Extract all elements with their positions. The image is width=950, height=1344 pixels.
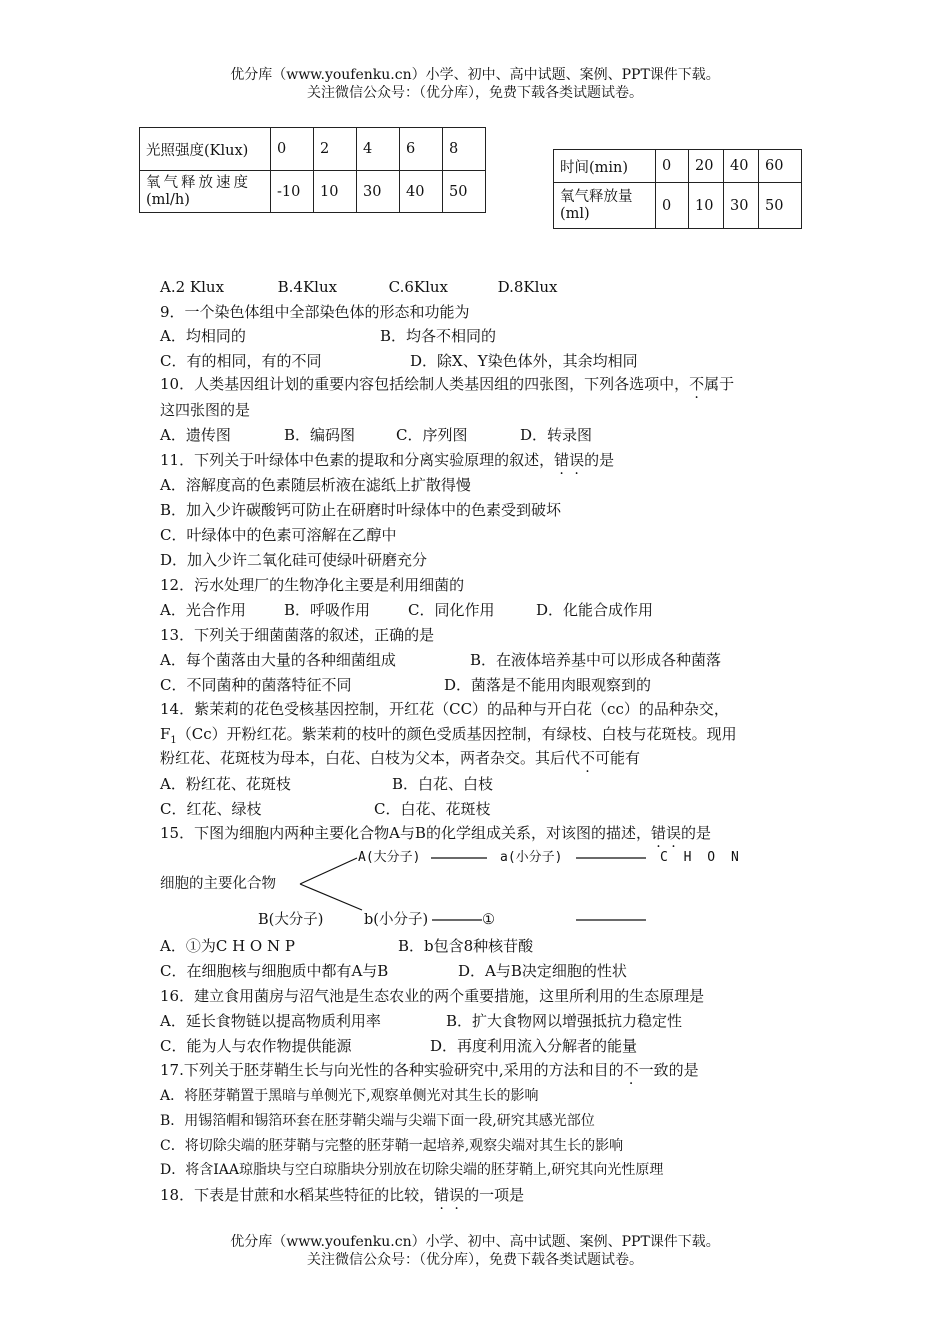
stem-text: F	[160, 725, 171, 743]
option-b: B.4Klux	[277, 278, 338, 296]
table-cell: 10	[689, 183, 724, 229]
row-label-line: 氧气释放速度	[146, 174, 251, 191]
emphasis-mark: 错	[434, 1186, 450, 1204]
stem-text: 10．人类基因组计划的重要内容包括绘制人类基因组的四张图，下列各选项中，	[160, 375, 690, 393]
table-cell: 0	[656, 150, 689, 183]
q11-option-b: B．加入少许碳酸钙可防止在研磨时叶绿体中的色素受到破坏	[160, 501, 562, 519]
option-c: C．有的相同，有的不同	[160, 352, 322, 370]
branch-line-a	[300, 858, 357, 884]
option-c: C．同化作用	[408, 601, 495, 619]
page-footer	[0, 1233, 950, 1269]
q11-option-c: C．叶绿体中的色素可溶解在乙醇中	[160, 526, 397, 544]
stem-text: 17.下列关于胚芽鞘生长与向光性的各种实验研究中,采用的方法和目的	[160, 1061, 624, 1079]
stem-text: 一致的是	[638, 1061, 699, 1079]
q11-option-a: A．溶解度高的色素随层析液在滤纸上扩散得慢	[160, 476, 471, 494]
q11-option-d: D．加入少许二氧化硅可使绿叶研磨充分	[160, 551, 428, 569]
emphasis-mark: 误	[569, 451, 585, 469]
stem-text: 可能有	[595, 749, 641, 767]
node-b-small: b(小分子)	[364, 912, 429, 928]
stem-text: 15．下图为细胞内两种主要化合物A与B的化学组成关系，对该图的描述，	[160, 824, 651, 842]
q15-options-row1	[160, 936, 534, 956]
table-cell: 2	[314, 128, 357, 171]
option-c: C．序列图	[396, 426, 468, 444]
table-cell: 50	[443, 171, 486, 213]
option-b: B．编码图	[284, 426, 356, 444]
node-elements: C H O N	[660, 850, 743, 865]
option-d: C．白花、花斑枝	[374, 800, 491, 818]
q14-stem-1: 14．紫茉莉的花色受核基因控制，开红花（CC）的品种与开白花（cc）的品种杂交，	[160, 700, 729, 718]
option-d: D．再度利用流入分解者的能量	[430, 1037, 638, 1055]
option-a: A．延长食物链以提高物质利用率	[160, 1012, 381, 1030]
option-a: A．粉红花、花斑枝	[160, 775, 291, 793]
table-cell: 8	[443, 128, 486, 171]
table-cell: 0	[656, 183, 689, 229]
option-d: D．菌落是不能用肉眼观察到的	[444, 676, 652, 694]
table-cell: -10	[271, 171, 314, 213]
option-b: B．白花、白枝	[392, 775, 494, 793]
option-d: D．化能合成作用	[536, 601, 654, 619]
node-a-small: a(小分子)	[500, 850, 563, 865]
q9-stem: 9．一个染色体组中全部染色体的形态和功能为	[160, 303, 470, 321]
node-b-large: B(大分子)	[258, 912, 324, 928]
table-header-cell: 光照强度(Klux)	[140, 128, 271, 171]
q17-option-c: C．将切除尖端的胚芽鞘与完整的胚芽鞘一起培养,观察尖端对其生长的影响	[160, 1138, 624, 1154]
stem-text: 的一项是	[464, 1186, 525, 1204]
table-cell: 40	[400, 171, 443, 213]
stem-text: 11．下列关于叶绿体中色素的提取和分离实验原理的叙述，	[160, 451, 555, 469]
row-label-unit: (ml/h)	[146, 191, 190, 208]
table-cell: 4	[357, 128, 400, 171]
subscript: 1	[170, 735, 177, 746]
q17-option-d: D．将含IAA琼脂块与空白琼脂块分别放在切除尖端的胚芽鞘上,研究其向光性原理	[160, 1162, 664, 1178]
node-root: 细胞的主要化合物	[160, 876, 276, 892]
table-cell: 20	[689, 150, 724, 183]
option-d: D．除X、Y染色体外，其余均相同	[410, 352, 638, 370]
q15-options-row2	[160, 961, 627, 981]
q13-stem: 13．下列关于细菌菌落的叙述，正确的是	[160, 626, 435, 644]
emphasis-mark: 误	[449, 1186, 465, 1204]
emphasis-mark: 不	[689, 375, 705, 393]
table-cell: 10	[314, 171, 357, 213]
node-a-large: A(大分子)	[358, 850, 421, 865]
table-cell: 6	[400, 128, 443, 171]
table-cell: 30	[357, 171, 400, 213]
option-a: A．①为C H O N P	[160, 937, 295, 955]
option-c: C．能为人与农作物提供能源	[160, 1037, 352, 1055]
stem-text: 的是	[680, 824, 711, 842]
option-c: C．不同菌种的菌落特征不同	[160, 676, 352, 694]
footer-line-2: 关注微信公众号：（优分库），免费下载各类试题试卷。	[307, 1252, 643, 1268]
emphasis-mark: 错	[554, 451, 570, 469]
q12-stem: 12．污水处理厂的生物净化主要是利用细菌的	[160, 576, 465, 594]
emphasis-mark: 不	[580, 749, 596, 767]
q16-stem: 16．建立食用菌房与沼气池是生态农业的两个重要措施，这里所利用的生态原理是	[160, 987, 705, 1005]
option-b: B．在液体培养基中可以形成各种菌落	[470, 651, 722, 669]
option-b: B．呼吸作用	[284, 601, 371, 619]
option-a: A．遗传图	[160, 426, 231, 444]
stem-text: 粉红花、花斑枝为母本，白花、白枝为父本，两者杂交。其后代	[160, 749, 581, 767]
emphasis-mark: 不	[623, 1061, 639, 1079]
q17-option-b: B．用锡箔帽和锡箔环套在胚芽鞘尖端与尖端下面一段,研究其感光部位	[160, 1113, 595, 1129]
option-d: D．A与B决定细胞的性状	[458, 962, 627, 980]
q17-option-a: A．将胚芽鞘置于黑暗与单侧光下,观察单侧光对其生长的影响	[160, 1088, 539, 1104]
option-b: B．b包含8种核苷酸	[398, 937, 534, 955]
q16-options-row1	[160, 1011, 683, 1031]
option-a: A．光合作用	[160, 601, 246, 619]
option-c: C．在细胞核与细胞质中都有A与B	[160, 962, 389, 980]
row-label-unit: (ml)	[560, 205, 590, 222]
option-b: B．均各不相同的	[380, 327, 497, 345]
option-d: D．转录图	[520, 426, 593, 444]
table-cell: 40	[724, 150, 759, 183]
table-cell: 50	[759, 183, 802, 229]
stem-text: 18．下表是甘蔗和水稻某些特征的比较，	[160, 1186, 435, 1204]
footer-line-1: 优分库（www.youfenku.cn）小学、初中、高中试题、案例、PPT课件下载。	[230, 1234, 720, 1250]
header-line-1: 优分库（www.youfenku.cn）小学、初中、高中试题、案例、PPT课件下载。	[230, 67, 720, 83]
row-label-line: 氧气释放量	[560, 188, 633, 205]
option-d: D.8Klux	[497, 278, 558, 296]
stem-text: 属于	[704, 375, 735, 393]
q18-stem	[160, 1185, 524, 1205]
option-c: C.6Klux	[388, 278, 449, 296]
q10-stem-2: 这四张图的是	[160, 401, 251, 419]
header-line-2: 关注微信公众号：（优分库），免费下载各类试题试卷。	[307, 85, 643, 101]
q17-stem	[160, 1060, 699, 1080]
table-header-cell: 时间(min)	[554, 150, 656, 183]
q16-options-row2	[160, 1036, 638, 1056]
emphasis-mark: 误	[665, 824, 681, 842]
option-a: A.2 Klux	[160, 278, 225, 296]
branch-line-b	[300, 884, 362, 910]
table-cell: 30	[724, 183, 759, 229]
stem-text: 的是	[584, 451, 615, 469]
option-a: A．每个菌落由大量的各种细菌组成	[160, 651, 396, 669]
table-cell: 0	[271, 128, 314, 171]
option-c: C．红花、绿枝	[160, 800, 262, 818]
table-cell: 60	[759, 150, 802, 183]
emphasis-mark: 错	[650, 824, 666, 842]
option-a: A．均相同的	[160, 327, 246, 345]
stem-text: （Cc）开粉红花。紫茉莉的枝叶的颜色受质基因控制，有绿枝、白枝与花斑枝。现用	[176, 725, 737, 743]
node-circle-1: ①	[482, 912, 495, 928]
option-b: B．扩大食物网以增强抵抗力稳定性	[446, 1012, 683, 1030]
